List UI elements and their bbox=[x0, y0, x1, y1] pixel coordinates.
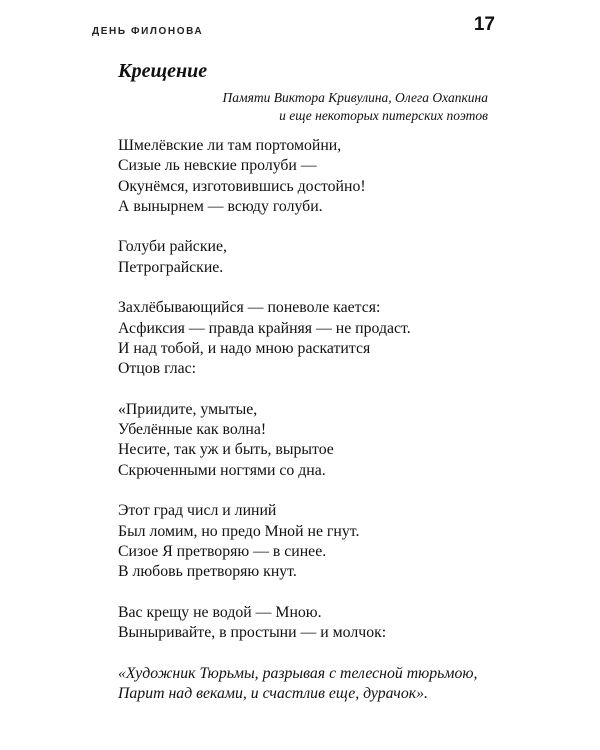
poem-body bbox=[118, 136, 518, 725]
poem-line: Убелённые как волна! bbox=[118, 421, 267, 439]
poem-line: Голуби райские, bbox=[118, 238, 227, 256]
poem-line: Асфиксия — правда крайняя — не продаст. bbox=[118, 319, 411, 337]
stanza-3 bbox=[118, 298, 518, 379]
poem-line: Отцов глас: bbox=[118, 360, 197, 378]
running-head: ДЕНЬ ФИЛОНОВА bbox=[92, 26, 204, 37]
stanza-5 bbox=[118, 501, 518, 582]
poem-line: Окунёмся, изготовившись достойно! bbox=[118, 177, 366, 195]
stanza-1 bbox=[118, 136, 518, 217]
poem-line: «Художник Тюрьмы, разрывая с телесной тюрьмою, bbox=[118, 664, 478, 682]
poem-line: «Приидите, умытые, bbox=[118, 400, 258, 418]
dedication bbox=[168, 89, 488, 125]
poem-line: Захлёбывающийся — поневоле кается: bbox=[118, 299, 381, 317]
poem-line: И над тобой, и надо мною раскатится bbox=[118, 339, 371, 357]
poem-line: А вынырнем — всюду голуби. bbox=[118, 197, 323, 215]
poem-line: Выныривайте, в простыни — и молчок: bbox=[118, 624, 387, 642]
poem-line: Этот град числ и линий bbox=[118, 502, 277, 520]
poem-line: Сизое Я претворяю — в синее. bbox=[118, 542, 327, 560]
poem-line: Скрюченными ногтями со дна. bbox=[118, 461, 326, 479]
dedication-line: и еще некоторых питерских поэтов bbox=[279, 108, 488, 123]
poem-line: Вас крещу не водой — Мною. bbox=[118, 603, 322, 621]
poem-line: Петрограйские. bbox=[118, 258, 224, 276]
poem-line: В любовь претворяю кнут. bbox=[118, 563, 297, 581]
poem-title: Крещение bbox=[118, 60, 208, 82]
stanza-7 bbox=[118, 664, 518, 705]
poem-line: Несите, так уж и быть, вырытое bbox=[118, 441, 334, 459]
page-number: 17 bbox=[473, 14, 495, 35]
dedication-line: Памяти Виктора Кривулина, Олега Охапкина bbox=[222, 90, 488, 105]
poem-line: Был ломим, но предо Мной не гнут. bbox=[118, 522, 360, 540]
stanza-2 bbox=[118, 237, 518, 278]
stanza-6 bbox=[118, 603, 518, 644]
poem-line: Сизые ль невские пролуби — bbox=[118, 157, 317, 175]
poem-line: Шмелёвские ли там портомойни, bbox=[118, 137, 342, 154]
stanza-4 bbox=[118, 400, 518, 481]
poem-line: Парит над веками, и счастлив еще, дурачок». bbox=[118, 685, 428, 703]
